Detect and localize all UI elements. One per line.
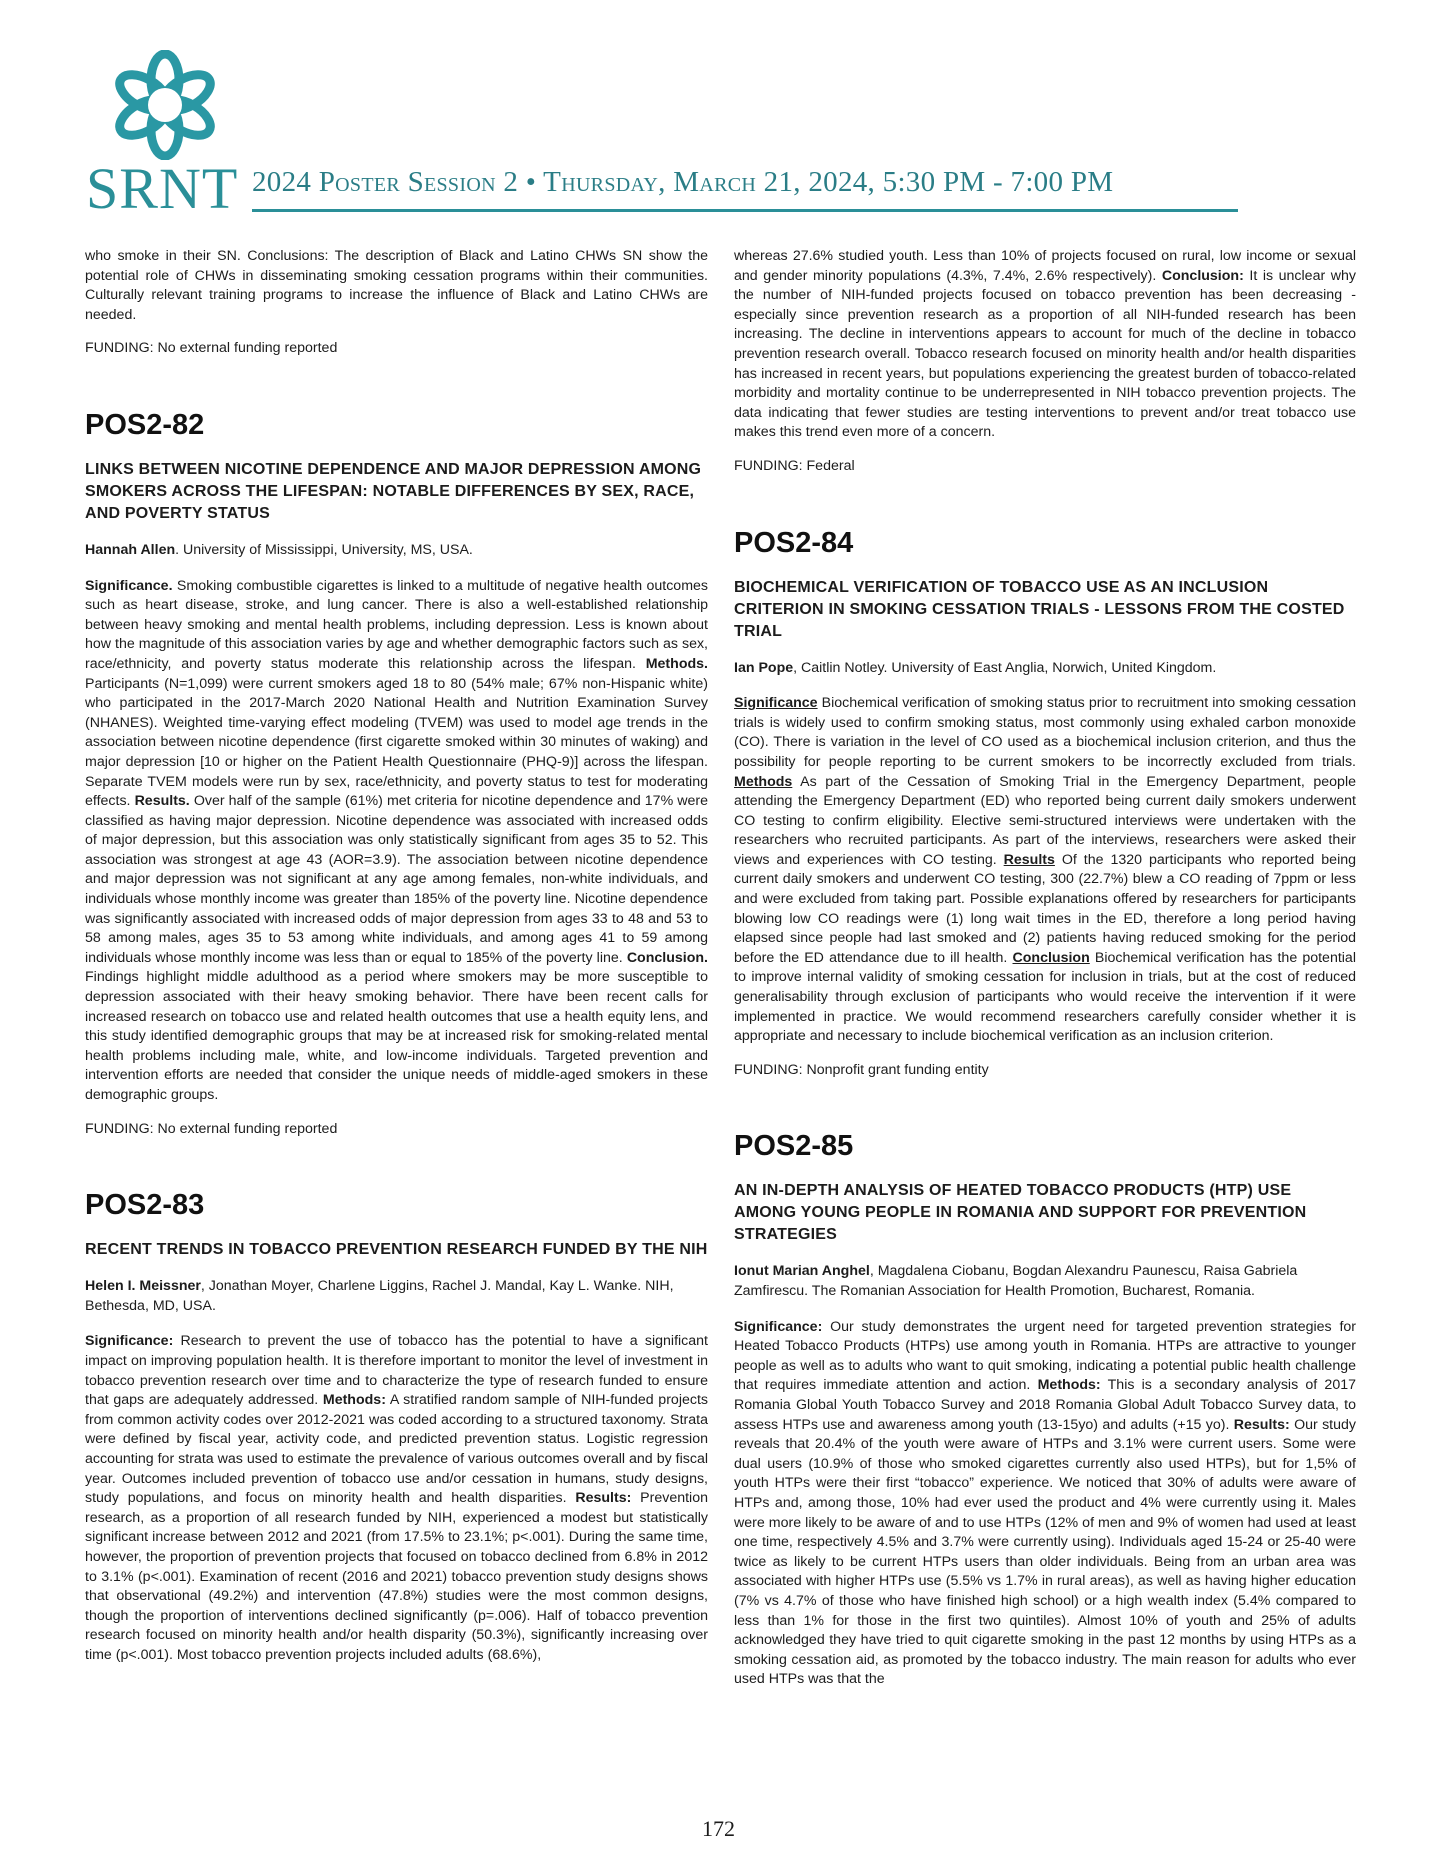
- abstract-id: POS2-84: [734, 526, 854, 559]
- section-text: Our study reveals that 20.4% of the youth were aware of HTPs and 3.1% were current users. Some were dual users (10.9% of those who smoked cigarettes currently also used HTPs), but for 1,5% of youth HTPs were their first “tobacco” experience. We noticed that 30% of adults were aware of HTPs and, among those, 10% had ever used the product and 4% were currently using it. Males were more likely to be aware of and to use HTPs (12% of men and 9% of women had used at least one time, respectively 4.5% and 3.7% were currently using). Individuals aged 15-24 or 25-40 were twice as likely to be current HTPs users than older individuals. Being from an urban area was associated with higher HTPs use (5.5% vs 1.7% in rural areas), as well as having higher education (7% vs 4.7% of those who have finished high school) or a high wealth index (5.4% compared to less than 1% for those in the first two quintiles). Almost 10% of youth and 25% of adults acknowledged they have tried to quit cigarette smoking in the past 12 months by using HTPs as a smoking cessation aid, as promoted by the tobacco industry. The main reason for adults who ever used HTPs was that the: [734, 1416, 1356, 1688]
- section-label: Methods:: [322, 1392, 386, 1409]
- co-authors: , Magdalena Ciobanu, Bogdan Alexandru Paunescu, Raisa Gabriela Zamfirescu. The Romanian Association for Health Promotion, Bucharest, Romania.: [734, 1263, 1298, 1299]
- section-text: Biochemical verification of smoking status prior to recruitment into smoking cessation trials is widely used to confirm smoking status, most commonly using exhaled carbon monoxide (CO). There is variation in the level of CO used as a biochemical inclusion criterion, and thus the possibility for people reporting to be current smokers to be incorrectly excluded from trials.: [734, 695, 1356, 770]
- section-text: Over half of the sample (61%) met criteria for nicotine dependence and 17% were classified as having major depression. Nicotine dependence was associated with increased odds of major depression, but this association was only statistically significant from ages 35 to 52. This association was strongest at age 43 (AOR=3.9). The association between nicotine dependence and major depression was not significant at any age among females, non-white individuals, and individuals whose monthly income was greater than 185% of the poverty line. Nicotine dependence was significantly associated with increased odds of major depression from ages 33 to 48 and 53 to 58 among males, ages 35 to 53 among white individuals, and among ages 41 to 59 among individuals whose monthly income was less than or equal to 185% of the poverty line.: [85, 793, 708, 966]
- funding-line: FUNDING: Nonprofit grant funding entity: [734, 1061, 989, 1078]
- section-text: Prevention research, as a proportion of all research funded by NIH, experienced a modest but statistically significant increase between 2012 and 2021 (from 17.5% to 23.1%; p<.001). During the same time, however, the proportion of prevention projects that focused on tobacco declined from 6.8% in 2012 to 3.1% (p<.001). Examination of recent (2016 and 2021) tobacco prevention study designs shows that observational (49.2%) and intervention (47.8%) studies were the most common designs, though the proportion of interventions declined significantly (p=.006). Half of tobacco prevention research focused on minority health and/or health disparity (50.3%), significantly increasing over time (p<.001). Most tobacco prevention projects included adults (68.6%),: [85, 1490, 708, 1663]
- presenting-author: Hannah Allen: [85, 541, 176, 558]
- abstract-body-continued: [734, 247, 1356, 443]
- co-authors: , Jonathan Moyer, Charlene Liggins, Rachel J. Mandal, Kay L. Wanke. NIH, Bethesda, MD, USA.: [85, 1278, 674, 1314]
- abstract-body: [734, 694, 1356, 1047]
- section-label: Conclusion: [1012, 949, 1090, 966]
- section-label: Conclusion:: [1161, 267, 1244, 284]
- section-label: Methods: [734, 773, 793, 790]
- section-label: Significance:: [734, 1318, 823, 1335]
- header-rule: [252, 209, 1238, 212]
- section-text: It is unclear why the number of NIH-funded projects focused on tobacco prevention has been decreasing - especially since prevention research as a proportion of all NIH-funded research has been increasing. The decline in interventions appears to account for much of the decline in tobacco prevention research overall. Tobacco research focused on minority health and/or health disparities has increased in recent years, but populations experiencing the greatest burden of tobacco-related morbidity and mortality continue to be underrepresented in NIH tobacco prevention projects. The data indicating that fewer studies are testing interventions to prevent and/or treat tobacco use makes this trend even more of a concern.: [734, 267, 1356, 441]
- continued-abstract-text: who smoke in their SN. Conclusions: The description of Black and Latino CHWs SN show the potential role of CHWs in disseminating smoking cessation programs within their communities. Culturally relevant training programs to increase the influence of Black and Latino CHWs are needed.: [85, 248, 708, 323]
- abstract-body: [734, 1318, 1356, 1690]
- section-label: Methods:: [1037, 1377, 1101, 1394]
- section-label: Significance:: [85, 1333, 174, 1350]
- left-column: [85, 247, 708, 1665]
- section-text: Research to prevent the use of tobacco has the potential to have a significant impact on improving population health. It is therefore important to monitor the level of investment in tobacco prevention research over time and to characterize the type of research funded to ensure that gaps are adequately addressed.: [85, 1333, 708, 1409]
- section-text: whereas 27.6% studied youth. Less than 10% of projects focused on rural, low income or sexual and gender minority populations (4.3%, 7.4%, 2.6% respectively).: [734, 248, 1356, 284]
- abstract-id: POS2-85: [734, 1130, 854, 1163]
- abstract-id: POS2-83: [85, 1189, 205, 1222]
- page-number: 172: [702, 1816, 735, 1841]
- section-label: Conclusion.: [626, 949, 708, 966]
- session-header: 2024 Poster Session 2 • Thursday, March 21, 2024, 5:30 PM - 7:00 PM: [252, 166, 1114, 198]
- co-authors: , Caitlin Notley. University of East Anglia, Norwich, United Kingdom.: [793, 659, 1217, 676]
- abstract-id: POS2-82: [85, 408, 205, 441]
- section-text: As part of the Cessation of Smoking Trial in the Emergency Department, people attending the Emergency Department (ED) who reported being current daily smokers underwent CO testing to confirm eligibility. Elective semi-structured interviews were undertaken with the researchers who recruited participants. As part of the interviews, researchers were asked their views and experiences with CO testing.: [734, 773, 1356, 868]
- abstract-title: RECENT TRENDS IN TOBACCO PREVENTION RESEARCH FUNDED BY THE NIH: [85, 1241, 708, 1259]
- funding-line: FUNDING: No external funding reported: [85, 1120, 338, 1137]
- section-label: Results.: [134, 793, 190, 810]
- section-text: Participants (N=1,099) were current smokers aged 18 to 80 (54% male; 67% non-Hispanic white) who participated in the 2017-March 2020 National Health and Nutrition Examination Survey (NHANES). Weighted time-varying effect modeling (TVEM) was used to model age trends in the association between nicotine dependence (first cigarette smoked within 30 minutes of waking) and major depression [10 or higher on the Patient Health Questionnaire (PHQ-9)] across the lifespan. Separate TVEM models were run by sex, race/ethnicity, and poverty status to test for moderating effects.: [85, 675, 708, 810]
- funding-line: FUNDING: Federal: [734, 457, 855, 474]
- brand-wordmark: SRNT: [86, 156, 239, 221]
- abstract-authors: [734, 659, 1356, 679]
- right-column: [734, 247, 1356, 1690]
- section-text: This is a secondary analysis of 2017 Romania Global Youth Tobacco Survey and 2018 Romania Global Adult Tobacco Survey data, to assess HTPs use and awareness among youth (13-15yo) and adults (+15 yo).: [734, 1377, 1356, 1433]
- abstract-authors: [85, 1277, 708, 1316]
- section-text: Smoking combustible cigarettes is linked to a multitude of negative health outcomes such as heart disease, stroke, and lung cancer. There is also a well-established relationship between heavy smoking and mental health problems, including depression. Less is known about how the magnitude of this association varies by age and whether demographic factors such as sex, race/ethnicity, and poverty status moderate this relationship across the lifespan.: [85, 577, 708, 672]
- presenting-author: Ian Pope: [734, 659, 794, 676]
- abstract-body: [85, 577, 708, 1106]
- abstract-title: AN IN-DEPTH ANALYSIS OF HEATED TOBACCO PRODUCTS (HTP) USE AMONG YOUNG PEOPLE IN ROMANIA AND SUPPORT FOR PREVENTION STRATEGIES: [734, 1182, 1307, 1244]
- abstract-title: LINKS BETWEEN NICOTINE DEPENDENCE AND MAJOR DEPRESSION AMONG SMOKERS ACROSS THE LIFESPAN: NOTABLE DIFFERENCES BY SEX, RACE, AND POVERTY STATUS: [85, 460, 702, 522]
- abstract-authors: [85, 541, 708, 561]
- affiliation: . University of Mississippi, University, MS, USA.: [175, 541, 473, 558]
- funding-line: FUNDING: No external funding reported: [85, 340, 338, 357]
- srnt-logo-icon: [110, 50, 220, 160]
- section-label: Significance.: [85, 577, 173, 594]
- section-text: Findings highlight middle adulthood as a period where smokers may be more susceptible to depression associated with their heavy smoking behavior. There have been recent calls for increased research on tobacco use and related health outcomes that use a health equity lens, and this study identified demographic groups that may be at increased risk for smoking-related mental health problems including male, white, and low-income individuals. Targeted prevention and intervention efforts are needed that consider the unique needs of middle-aged smokers in these demographic groups.: [85, 969, 708, 1103]
- section-label: Results: [1003, 851, 1055, 868]
- section-text: Of the 1320 participants who reported being current daily smokers and underwent CO testing, 300 (22.7%) blew a CO reading of 7ppm or less and were excluded from taking part. Possible explanations offered by researchers for participants blowing low CO readings were (1) long wait times in the ED, therefore a long period having elapsed since people had last smoked and (2) patients having reduced smoking for the period before the ED attendance due to ill health.: [734, 851, 1356, 966]
- section-label: Significance: [734, 695, 818, 712]
- abstract-title: BIOCHEMICAL VERIFICATION OF TOBACCO USE AS AN INCLUSION CRITERION IN SMOKING CESSATION TRIALS - LESSONS FROM THE COSTED TRIAL: [734, 578, 1345, 640]
- section-text: A stratified random sample of NIH-funded projects from common activity codes over 2012-2021 was coded according to a structured taxonomy. Strata were defined by fiscal year, activity code, and predicted prevention status. Logistic regression accounting for strata was used to estimate the prevalence of various outcomes overall and by fiscal year. Outcomes included prevention of tobacco use and/or cessation in humans, study designs, study populations, and focus on minority health and health disparities.: [85, 1392, 708, 1507]
- section-text: Biochemical verification has the potential to improve internal validity of smoking cessation for inclusion in trials, but at the cost of reduced generalisability through exclusion of participants who would receive the intervention if it were implemented in practice. We would recommend researchers carefully consider whether it is appropriate and necessary to include biochemical verification as an inclusion criterion.: [734, 949, 1356, 1045]
- section-text: Our study demonstrates the urgent need for targeted prevention strategies for Heated Tobacco Products (HTPs) use among youth in Romania. HTPs are attractive to younger people as well as to adults who want to quit smoking, indicating a potential public health challenge that requires immediate attention and action.: [734, 1318, 1356, 1394]
- presenting-author: Helen I. Meissner: [85, 1278, 201, 1295]
- presenting-author: Ionut Marian Anghel: [734, 1263, 870, 1280]
- section-label: Methods.: [645, 655, 708, 672]
- abstract-body: [85, 1332, 708, 1665]
- section-label: Results:: [1233, 1416, 1290, 1433]
- abstract-authors: [734, 1262, 1356, 1301]
- section-label: Results:: [575, 1490, 632, 1507]
